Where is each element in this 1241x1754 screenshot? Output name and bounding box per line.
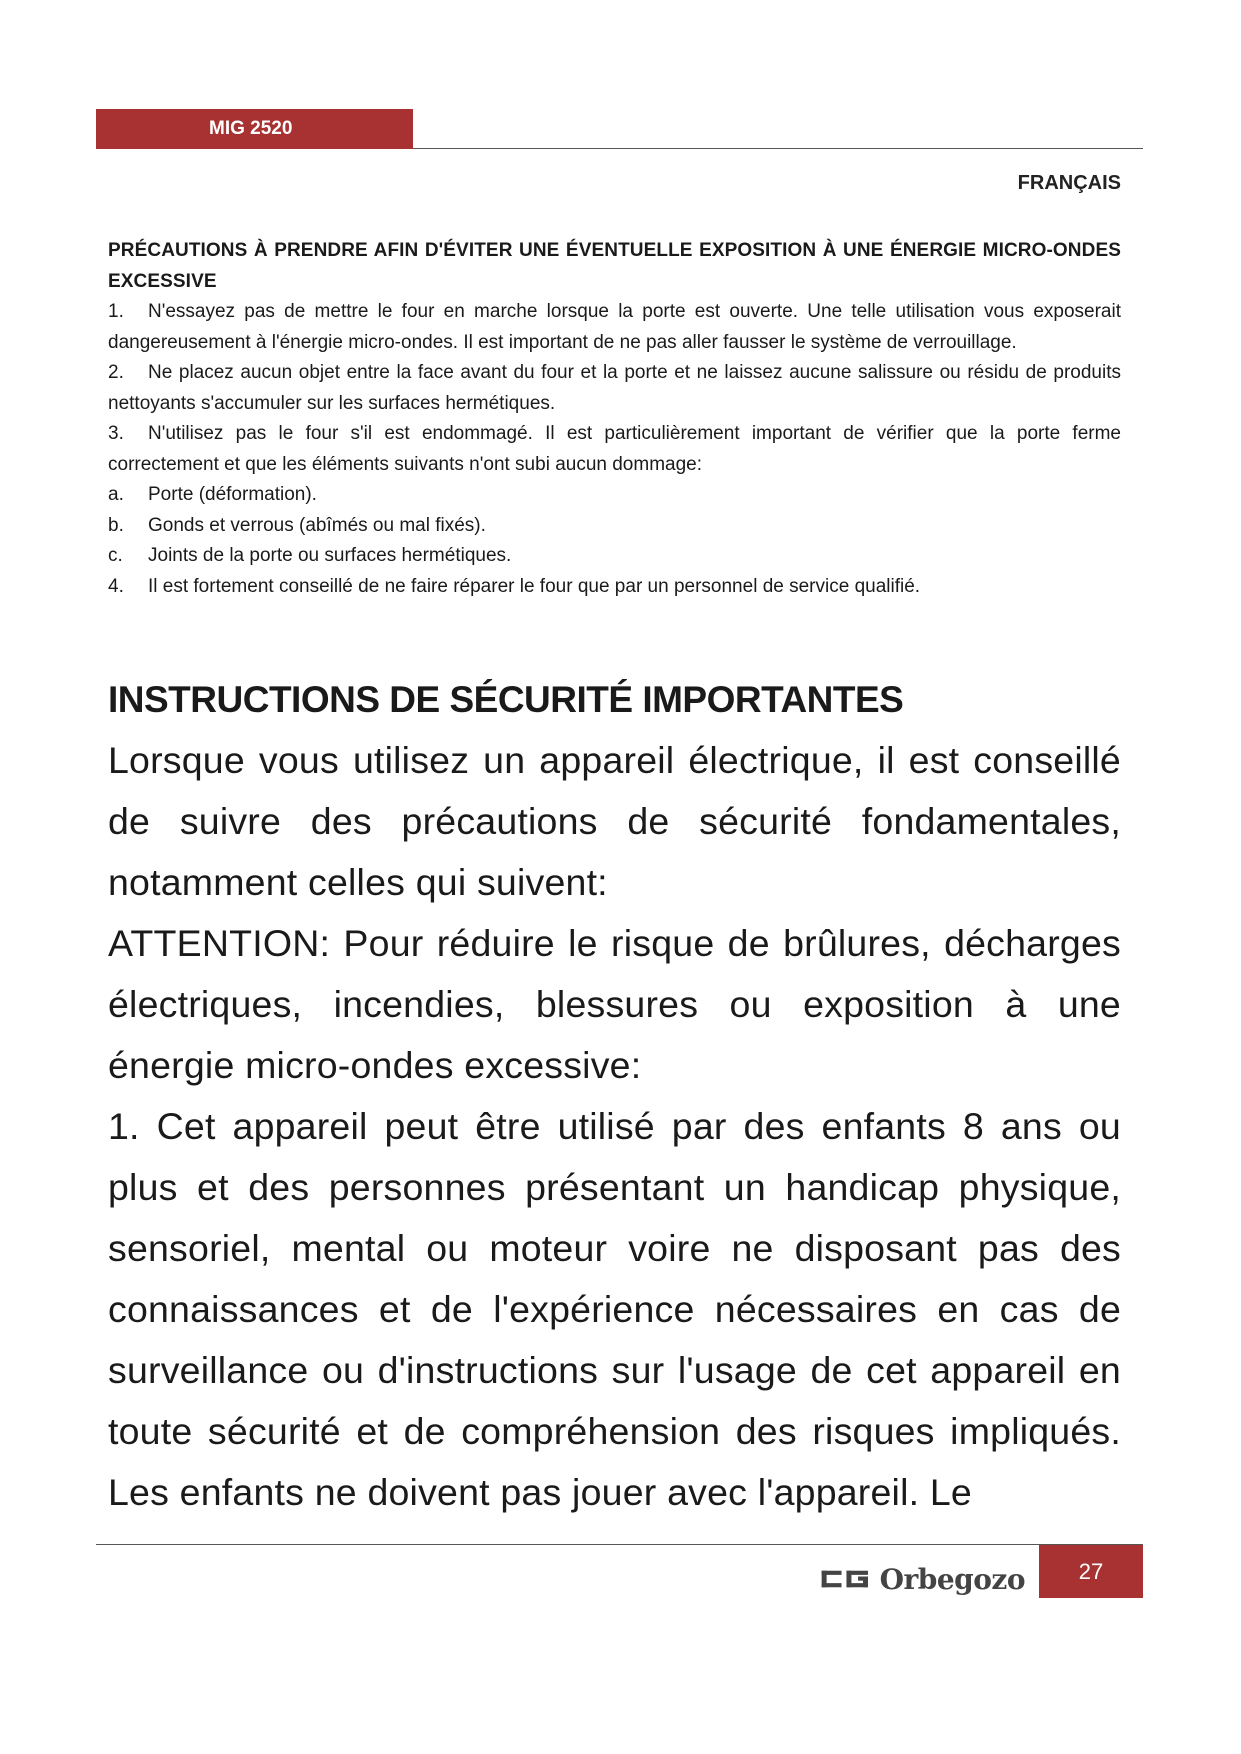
list-item	[108, 358, 1121, 419]
sub-list-item	[108, 541, 1121, 572]
sub-list-item	[108, 511, 1121, 542]
page-number-box	[1039, 1545, 1143, 1598]
item-number: 1.	[108, 301, 124, 322]
list-item	[108, 297, 1121, 358]
item-text: N'utilisez pas le four s'il est endommagé. Il est particulièrement important de vérifier que la porte ferme correctement et que les éléments suivants n'ont subi aucun dommage:	[108, 423, 1121, 475]
precautions-section	[108, 236, 1121, 602]
model-tab	[96, 109, 413, 149]
brand-mark-icon	[820, 1566, 870, 1592]
item-number: 4.	[108, 575, 124, 597]
sub-item-letter: b.	[108, 514, 124, 536]
intro-paragraph: Lorsque vous utilisez un appareil électrique, il est conseillé de suivre des précautions de sécurité fondamentales, notamment celles qui suivent:	[108, 739, 1121, 903]
page-number: 27	[1078, 1558, 1104, 1584]
section-heading: INSTRUCTIONS DE SÉCURITÉ IMPORTANTES	[108, 679, 904, 720]
footer-rule	[96, 1544, 1143, 1545]
precautions-heading: PRÉCAUTIONS À PRENDRE AFIN D'ÉVITER UNE ÉVENTUELLE EXPOSITION À UNE ÉNERGIE MICRO-ONDES EXCESSIVE	[108, 240, 1121, 292]
item-text: N'essayez pas de mettre le four en marche lorsque la porte est ouverte. Une telle utilisation vous exposerait dangereusement à l'énergie micro-ondes. Il est important de ne pas aller fausser le système de verrouillage.	[108, 301, 1121, 353]
item-text: Il est fortement conseillé de ne faire réparer le four que par un personnel de service qualifié.	[148, 575, 921, 597]
language-label: FRANÇAIS	[1017, 172, 1121, 194]
safety-instructions-section	[108, 674, 1121, 1523]
model-label: MIG 2520	[209, 118, 293, 139]
list-item	[108, 572, 1121, 603]
sub-list-item	[108, 480, 1121, 511]
list-item	[108, 419, 1121, 480]
sub-item-text: Joints de la porte ou surfaces hermétiques.	[148, 545, 512, 566]
brand-logo	[820, 1557, 1025, 1601]
attention-paragraph: ATTENTION: Pour réduire le risque de brûlures, décharges électriques, incendies, blessures ou exposition à une énergie micro-ondes excessive:	[108, 922, 1121, 1086]
sub-item-text: Gonds et verrous (abîmés ou mal fixés).	[148, 514, 486, 536]
sub-item-letter: a.	[108, 484, 124, 505]
item-number: 2.	[108, 362, 124, 383]
item-number: 3.	[108, 423, 124, 444]
sub-item-text: Porte (déformation).	[148, 484, 317, 505]
item-text: Ne placez aucun objet entre la face avant du four et la porte et ne laissez aucune salissure ou résidu de produits nettoyants s'accumuler sur les surfaces hermétiques.	[108, 362, 1121, 414]
header-rule	[413, 148, 1143, 149]
instruction-item: 1. Cet appareil peut être utilisé par des enfants 8 ans ou plus et des personnes présentant un handicap physique, sensoriel, mental ou moteur voire ne disposant pas des connaissances et de l'expérience nécessaires en cas de surveillance ou d'instructions sur l'usage de cet appareil en toute sécurité et de compréhension des risques impliqués. Les enfants ne doivent pas jouer avec l'appareil. Le	[108, 1105, 1121, 1513]
sub-item-letter: c.	[108, 545, 123, 566]
brand-name: Orbegozo	[879, 1562, 1025, 1596]
